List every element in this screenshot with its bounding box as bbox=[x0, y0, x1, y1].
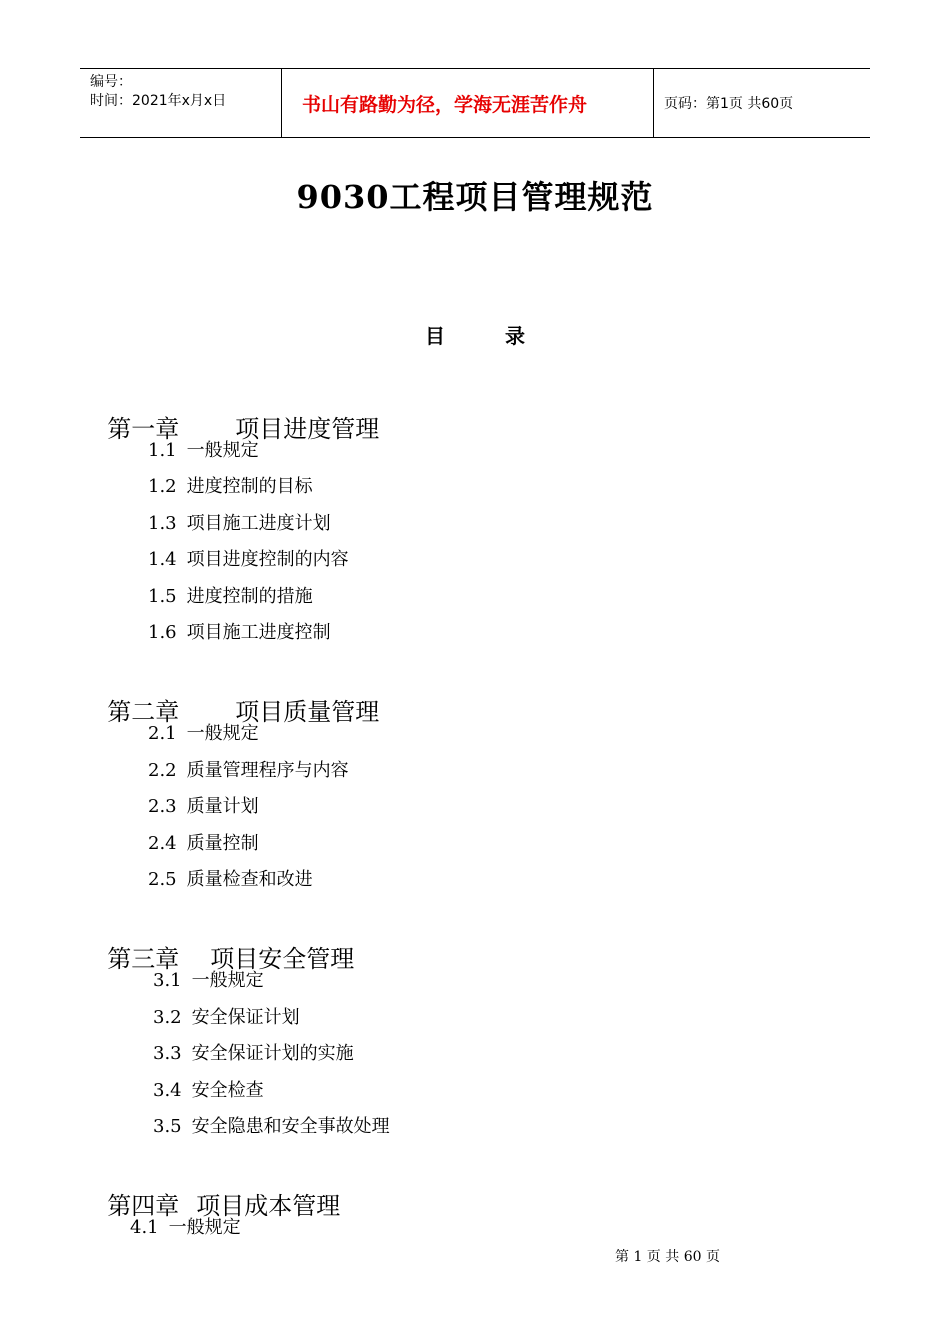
item-number: 2.2 bbox=[148, 760, 177, 781]
toc-item[interactable] bbox=[153, 966, 264, 992]
time-label: 时间：2021年x月x日 bbox=[90, 93, 227, 109]
chapter-title: 项目成本管理 bbox=[196, 1192, 341, 1220]
item-title: 安全保证计划的实施 bbox=[191, 1043, 354, 1064]
item-title: 项目施工进度控制 bbox=[186, 622, 331, 643]
toc-item[interactable] bbox=[153, 1003, 300, 1029]
toc-item[interactable] bbox=[148, 865, 313, 891]
item-title: 安全检查 bbox=[191, 1080, 264, 1101]
item-title: 质量管理程序与内容 bbox=[186, 760, 349, 781]
item-title: 项目进度控制的内容 bbox=[186, 549, 349, 570]
toc-item[interactable] bbox=[153, 1112, 390, 1138]
item-number: 3.1 bbox=[153, 970, 182, 991]
item-number: 2.3 bbox=[148, 796, 177, 817]
toc-heading-left: 目 bbox=[425, 324, 445, 348]
item-title: 质量检查和改进 bbox=[186, 869, 313, 890]
item-number: 1.6 bbox=[148, 622, 177, 643]
item-number: 1.3 bbox=[148, 513, 177, 534]
header-meta bbox=[80, 69, 281, 137]
toc-chapter-1[interactable] bbox=[92, 381, 379, 444]
item-title: 进度控制的目标 bbox=[186, 476, 313, 497]
toc-item[interactable] bbox=[148, 792, 259, 818]
number-label: 编号： bbox=[90, 74, 132, 90]
toc-chapter-4[interactable] bbox=[92, 1158, 340, 1221]
toc-chapter-2[interactable] bbox=[92, 664, 379, 727]
item-number: 1.5 bbox=[148, 586, 177, 607]
toc-chapter-3[interactable] bbox=[92, 911, 354, 974]
item-title: 一般规定 bbox=[186, 440, 259, 461]
item-number: 2.5 bbox=[148, 869, 177, 890]
toc-item[interactable] bbox=[148, 719, 259, 745]
document-title: 9030工程项目管理规范 bbox=[296, 178, 654, 216]
chapter-number: 第三章 bbox=[107, 945, 180, 973]
chapter-title: 项目进度管理 bbox=[235, 415, 380, 443]
item-number: 3.5 bbox=[153, 1116, 182, 1137]
page-footer: 第 1 页 共 60 页 bbox=[615, 1249, 720, 1265]
item-number: 3.3 bbox=[153, 1043, 182, 1064]
toc-item[interactable] bbox=[148, 436, 259, 462]
chapter-number: 第二章 bbox=[107, 698, 180, 726]
item-number: 1.1 bbox=[148, 440, 177, 461]
item-title: 质量计划 bbox=[186, 796, 259, 817]
toc-item[interactable] bbox=[148, 472, 313, 498]
toc-item[interactable] bbox=[148, 756, 349, 782]
item-title: 一般规定 bbox=[186, 723, 259, 744]
toc-item[interactable] bbox=[148, 545, 349, 571]
item-number: 2.1 bbox=[148, 723, 177, 744]
header-page-info: 页码：第1页 共60页 bbox=[664, 96, 794, 112]
toc-item[interactable] bbox=[148, 509, 331, 535]
toc-item[interactable] bbox=[153, 1039, 354, 1065]
toc-heading-right: 录 bbox=[505, 324, 525, 348]
item-number: 3.4 bbox=[153, 1080, 182, 1101]
chapter-title: 项目质量管理 bbox=[235, 698, 380, 726]
item-number: 1.2 bbox=[148, 476, 177, 497]
item-number: 3.2 bbox=[153, 1007, 182, 1028]
toc-item[interactable] bbox=[148, 618, 331, 644]
item-title: 安全保证计划 bbox=[191, 1007, 300, 1028]
item-title: 项目施工进度计划 bbox=[186, 513, 331, 534]
toc-item[interactable] bbox=[148, 582, 313, 608]
item-title: 质量控制 bbox=[186, 833, 259, 854]
chapter-title: 项目安全管理 bbox=[210, 945, 355, 973]
chapter-number: 第一章 bbox=[107, 415, 180, 443]
item-number: 1.4 bbox=[148, 549, 177, 570]
toc-heading bbox=[0, 320, 950, 349]
toc-item[interactable] bbox=[130, 1213, 241, 1239]
header-motto: 书山有路勤为径，学海无涯苦作舟 bbox=[281, 69, 654, 137]
item-number: 2.4 bbox=[148, 833, 177, 854]
chapter-number: 第四章 bbox=[107, 1192, 180, 1220]
item-title: 进度控制的措施 bbox=[186, 586, 313, 607]
item-title: 一般规定 bbox=[191, 970, 264, 991]
item-number: 4.1 bbox=[130, 1217, 159, 1238]
toc-item[interactable] bbox=[148, 829, 259, 855]
item-title: 安全隐患和安全事故处理 bbox=[191, 1116, 390, 1137]
page-header bbox=[80, 68, 870, 138]
toc-item[interactable] bbox=[153, 1076, 264, 1102]
item-title: 一般规定 bbox=[168, 1217, 241, 1238]
